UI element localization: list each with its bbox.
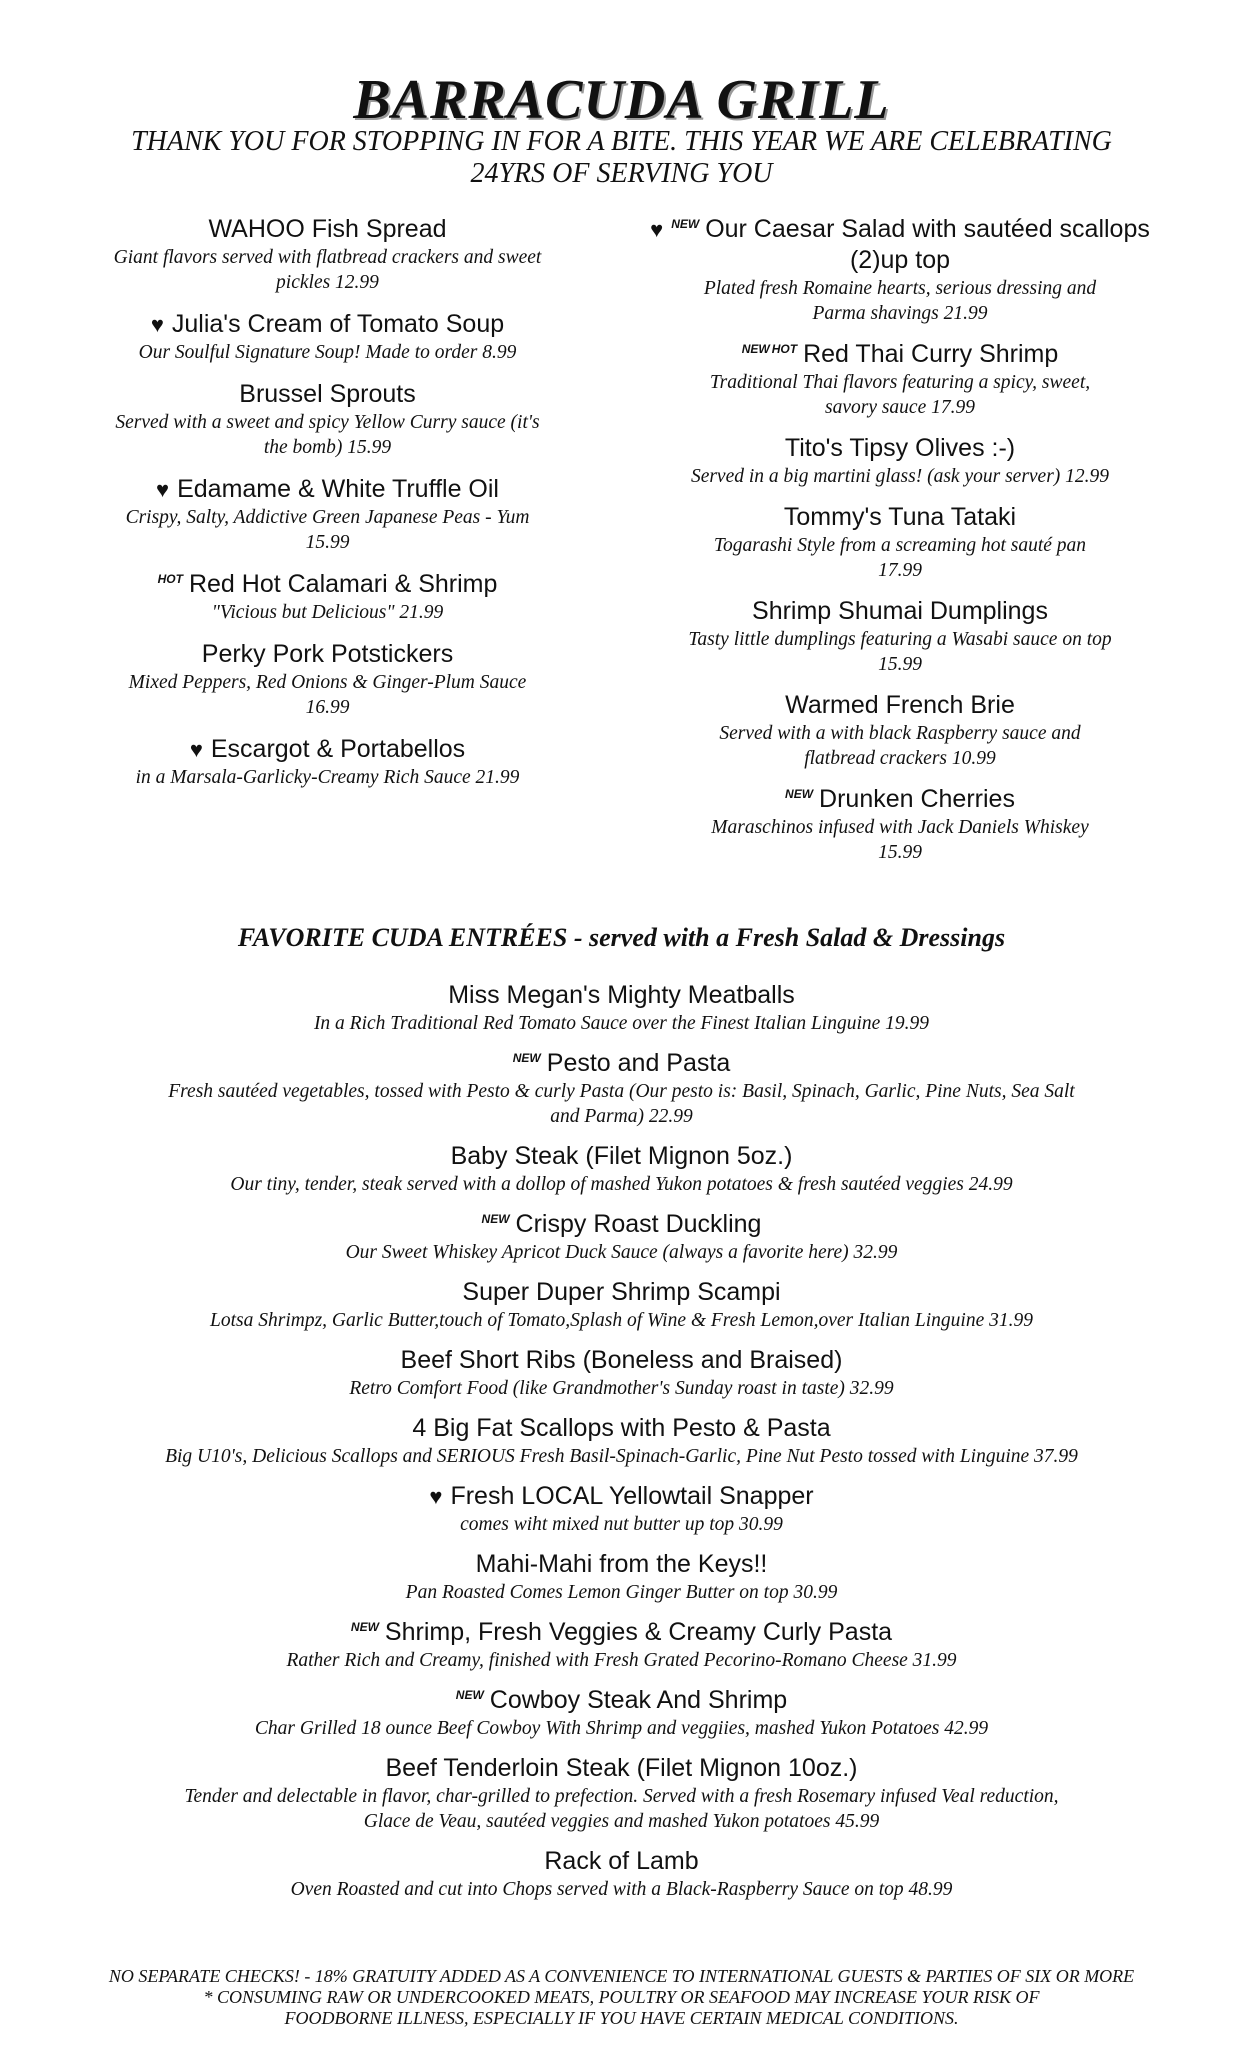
menu-item-title — [55, 569, 600, 600]
menu-item-name: Edamame & White Truffle Oil — [177, 475, 499, 503]
menu-item-description: comes wiht mixed nut butter up top 30.99 — [460, 1514, 783, 1535]
menu-item — [40, 1846, 1203, 1902]
new-badge: NEW — [455, 1687, 484, 1702]
menu-item-name: Escargot & Portabellos — [210, 735, 466, 763]
menu-item-title — [40, 1141, 1203, 1172]
menu-item-description: Char Grilled 18 ounce Beef Cowboy With Shrimp and veggiies, mashed Yukon Potatoes 42.99 — [254, 1718, 989, 1739]
restaurant-title: BARRACUDA GRILL — [353, 69, 890, 131]
menu-item-name: Shrimp Shumai Dumplings — [752, 597, 1048, 625]
hot-badge: HOT — [771, 341, 798, 356]
menu-item-title — [55, 379, 600, 410]
menu-item — [620, 596, 1180, 677]
menu-item-name: Pesto and Pasta — [546, 1049, 731, 1077]
menu-item-title — [40, 1685, 1203, 1716]
appetizers-left-column — [55, 214, 600, 804]
menu-item-name: Our Caesar Salad with sautéed scallops — [705, 215, 1150, 243]
menu-item-description: Oven Roasted and cut into Chops served with a Black-Raspberry Sauce on top 48.99 — [290, 1879, 953, 1900]
menu-item — [40, 1549, 1203, 1605]
menu-item-title — [40, 1846, 1203, 1877]
menu-item-description: Served with a with black Raspberry sauce and — [719, 723, 1081, 744]
menu-item-description: Maraschinos infused with Jack Daniels Whiskey — [711, 817, 1089, 838]
menu-item-title — [55, 639, 600, 670]
menu-item-description: savory sauce 17.99 — [824, 397, 975, 418]
menu-item-title — [40, 1481, 1203, 1512]
menu-item-name-continued: (2)up top — [849, 246, 951, 274]
menu-item-name: Baby Steak (Filet Mignon 5oz.) — [450, 1142, 793, 1170]
entrees-heading: FAVORITE CUDA ENTRÉES - served with a Fresh Salad & Dressings — [237, 923, 1006, 952]
menu-item-description: 16.99 — [305, 697, 350, 718]
menu-item-title — [620, 596, 1180, 627]
menu-item — [40, 1481, 1203, 1537]
menu-item-description: and Parma) 22.99 — [550, 1106, 693, 1127]
appetizers-right-column — [620, 214, 1180, 878]
entrees-list — [40, 980, 1203, 1914]
heart-icon: ♥ — [429, 1484, 443, 1509]
menu-item-name: Shrimp, Fresh Veggies & Creamy Curly Pasta — [384, 1618, 893, 1646]
footer-notice — [0, 1966, 1243, 2029]
menu-item-name: Rack of Lamb — [544, 1847, 699, 1875]
menu-item — [620, 214, 1180, 326]
menu-item-description: Togarashi Style from a screaming hot sauté pan — [713, 535, 1087, 556]
menu-item-description: Big U10's, Delicious Scallops and SERIOUS Fresh Basil-Spinach-Garlic, Pine Nut Pesto tossed with Linguine 37.99 — [165, 1446, 1078, 1467]
menu-item-description: Giant flavors served with flatbread crackers and sweet — [113, 247, 542, 268]
menu-item-name: Julia's Cream of Tomato Soup — [171, 310, 505, 338]
menu-item-title — [55, 734, 600, 765]
menu-item-title — [40, 1413, 1203, 1444]
menu-item — [620, 784, 1180, 865]
menu-item-description: 15.99 — [878, 654, 922, 675]
menu-item-name: Mahi-Mahi from the Keys!! — [475, 1550, 768, 1578]
menu-item-title — [40, 1209, 1203, 1240]
menu-item-name: Crispy Roast Duckling — [515, 1210, 762, 1238]
new-badge: NEW — [350, 1619, 379, 1634]
menu-item-name: Tito's Tipsy Olives :-) — [784, 434, 1016, 462]
menu-item-description: In a Rich Traditional Red Tomato Sauce over the Finest Italian Linguine 19.99 — [313, 1013, 930, 1034]
menu-item — [620, 433, 1180, 489]
menu-item-name: Warmed French Brie — [785, 691, 1015, 719]
new-badge: NEW — [741, 341, 770, 356]
menu-item-description: Rather Rich and Creamy, finished with Fresh Grated Pecorino-Romano Cheese 31.99 — [286, 1650, 957, 1671]
heart-icon: ♥ — [156, 477, 170, 502]
menu-item-name: Miss Megan's Mighty Meatballs — [448, 981, 795, 1009]
menu-item-description: Tasty little dumplings featuring a Wasabi sauce on top — [688, 629, 1112, 650]
menu-item-name: WAHOO Fish Spread — [208, 215, 447, 243]
menu-item-title — [55, 474, 600, 505]
menu-item-description: 15.99 — [878, 842, 922, 863]
menu-item-title — [40, 1048, 1203, 1079]
footer-line-3: FOODBORNE ILLNESS, ESPECIALLY IF YOU HAVE CERTAIN MEDICAL CONDITIONS. — [284, 2008, 959, 2028]
menu-item-description: flatbread crackers 10.99 — [804, 748, 996, 769]
menu-item-description: the bomb) 15.99 — [263, 437, 392, 458]
menu-item — [40, 1209, 1203, 1265]
menu-item — [620, 690, 1180, 771]
menu-item-description: Mixed Peppers, Red Onions & Ginger-Plum Sauce — [128, 672, 527, 693]
menu-item-title — [55, 214, 600, 245]
menu-item-title — [40, 1753, 1203, 1784]
menu-item-name: Super Duper Shrimp Scampi — [462, 1278, 781, 1306]
new-badge: NEW — [481, 1211, 510, 1226]
menu-item-title — [40, 980, 1203, 1011]
menu-item-title — [620, 433, 1180, 464]
menu-item-description: Retro Comfort Food (like Grandmother's Sunday roast in taste) 32.99 — [349, 1378, 894, 1399]
menu-item-title — [620, 339, 1180, 370]
menu-item-name: 4 Big Fat Scallops with Pesto & Pasta — [412, 1414, 831, 1442]
menu-item — [620, 339, 1180, 420]
new-badge: NEW — [785, 786, 814, 801]
menu-item-name: Drunken Cherries — [819, 785, 1015, 813]
menu-item-description: Served in a big martini glass! (ask your server) 12.99 — [690, 466, 1110, 487]
menu-item-title — [40, 1345, 1203, 1376]
menu-item-name: Tommy's Tuna Tataki — [783, 503, 1017, 531]
menu-item-description: Our Soulful Signature Soup! Made to order 8.99 — [138, 342, 517, 363]
menu-item-description: Our tiny, tender, steak served with a dollop of mashed Yukon potatoes & fresh sautéed veggies 24.99 — [230, 1174, 1013, 1195]
menu-item — [55, 214, 600, 295]
menu-item-name: Red Thai Curry Shrimp — [803, 340, 1059, 368]
menu-item-description: in a Marsala-Garlicky-Creamy Rich Sauce 21.99 — [135, 767, 520, 788]
menu-item-title — [620, 214, 1180, 245]
hot-badge: HOT — [157, 571, 183, 586]
menu-item — [55, 569, 600, 625]
menu-item — [55, 309, 600, 365]
menu-item-name: Perky Pork Potstickers — [201, 640, 454, 668]
new-badge: NEW — [671, 216, 700, 231]
menu-item — [40, 1685, 1203, 1741]
menu-item-description: pickles 12.99 — [276, 272, 379, 293]
menu-item — [40, 980, 1203, 1036]
menu-item-description: Pan Roasted Comes Lemon Ginger Butter on top 30.99 — [405, 1582, 838, 1603]
menu-item-title — [620, 784, 1180, 815]
heart-icon: ♥ — [650, 217, 664, 242]
menu-item-description: Our Sweet Whiskey Apricot Duck Sauce (always a favorite here) 32.99 — [345, 1242, 898, 1263]
menu-item-description: Crispy, Salty, Addictive Green Japanese Peas - Yum — [125, 507, 530, 528]
menu-item — [55, 734, 600, 790]
menu-item — [620, 502, 1180, 583]
heart-icon: ♥ — [189, 737, 203, 762]
menu-item-title — [40, 1617, 1203, 1648]
menu-item-title — [40, 1277, 1203, 1308]
menu-item-description: 17.99 — [878, 560, 922, 581]
menu-item-title — [620, 502, 1180, 533]
new-badge: NEW — [512, 1050, 541, 1065]
menu-item — [55, 379, 600, 460]
menu-item-description: Traditional Thai flavors featuring a spicy, sweet, — [709, 372, 1091, 393]
menu-item — [40, 1277, 1203, 1333]
menu-item-name: Beef Short Ribs (Boneless and Braised) — [400, 1346, 843, 1374]
menu-item — [55, 639, 600, 720]
menu-item-name: Cowboy Steak And Shrimp — [489, 1686, 788, 1714]
menu-item-name: Red Hot Calamari & Shrimp — [188, 570, 498, 598]
menu-item — [40, 1753, 1203, 1834]
menu-item-description: Parma shavings 21.99 — [812, 303, 988, 324]
menu-item — [40, 1345, 1203, 1401]
welcome-line-2: 24YRS OF SERVING YOU — [470, 158, 773, 189]
menu-item — [40, 1413, 1203, 1469]
menu-item — [40, 1617, 1203, 1673]
menu-item-name: Fresh LOCAL Yellowtail Snapper — [450, 1482, 814, 1510]
welcome-message — [60, 126, 1183, 190]
menu-item-title — [55, 309, 600, 340]
menu-item-description: Fresh sautéed vegetables, tossed with Pesto & curly Pasta (Our pesto is: Basil, Spinach, Garlic, Pine Nuts, Sea Salt — [168, 1081, 1075, 1102]
menu-item-name: Beef Tenderloin Steak (Filet Mignon 10oz.) — [385, 1754, 858, 1782]
menu-item-description: "Vicious but Delicious" 21.99 — [211, 602, 444, 623]
menu-item-description: 15.99 — [305, 532, 350, 553]
welcome-line-1: THANK YOU FOR STOPPING IN FOR A BITE. THIS YEAR WE ARE CELEBRATING — [131, 126, 1112, 157]
footer-line-1: NO SEPARATE CHECKS! - 18% GRATUITY ADDED AS A CONVENIENCE TO INTERNATIONAL GUESTS & PARTIES OF SIX OR MORE — [108, 1966, 1135, 1986]
menu-item-description: Served with a sweet and spicy Yellow Curry sauce (it's — [115, 412, 540, 433]
footer-line-2: * CONSUMING RAW OR UNDERCOOKED MEATS, POULTRY OR SEAFOOD MAY INCREASE YOUR RISK OF — [203, 1987, 1040, 2007]
menu-item — [40, 1141, 1203, 1197]
menu-item-description: Plated fresh Romaine hearts, serious dressing and — [703, 278, 1097, 299]
menu-item — [55, 474, 600, 555]
heart-icon: ♥ — [150, 312, 164, 337]
menu-item-title — [40, 1549, 1203, 1580]
menu-item-description: Glace de Veau, sautéed veggies and mashed Yukon potatoes 45.99 — [363, 1811, 880, 1832]
menu-item — [40, 1048, 1203, 1129]
menu-item-description: Tender and delectable in flavor, char-grilled to prefection. Served with a fresh Rosemary infused Veal reduction, — [184, 1786, 1059, 1807]
menu-item-title — [620, 690, 1180, 721]
menu-item-description: Lotsa Shrimpz, Garlic Butter,touch of Tomato,Splash of Wine & Fresh Lemon,over Italian Linguine 31.99 — [210, 1310, 1033, 1331]
menu-item-name: Brussel Sprouts — [239, 380, 416, 408]
